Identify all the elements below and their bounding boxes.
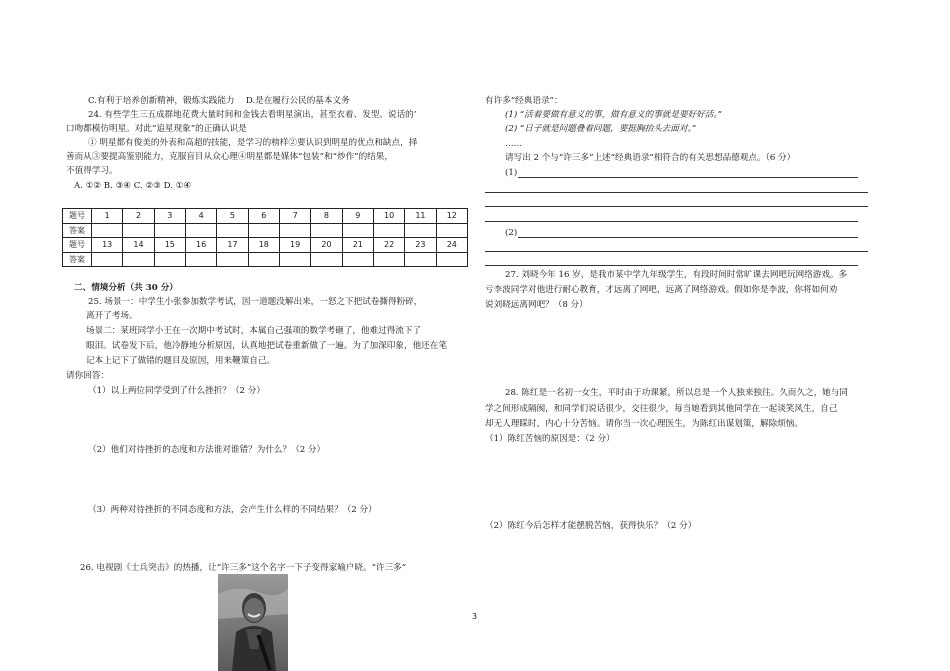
- answer-cell[interactable]: [279, 252, 310, 267]
- soldier-photo: [218, 574, 288, 671]
- table-cell: 13: [92, 238, 123, 253]
- table-row: [63, 238, 468, 253]
- table-cell: 10: [373, 209, 404, 224]
- section2-title: 二、情境分析（共 30 分）: [74, 283, 178, 293]
- answer-cell[interactable]: [342, 252, 373, 267]
- answer-cell[interactable]: [405, 252, 436, 267]
- table-cell: 24: [436, 238, 467, 253]
- answer-line[interactable]: [485, 251, 868, 252]
- table-row: [63, 223, 468, 238]
- answer-cell[interactable]: [311, 223, 342, 238]
- table-header-cell: 答案: [63, 223, 92, 238]
- q27-line3: 说刘晓远离网吧？（8 分）: [485, 300, 588, 310]
- table-cell: 21: [342, 238, 373, 253]
- q26-line1: 26. 电视剧《士兵突击》的热播，让“许三多”这个名字一下子变得家喻户晓。“许三多”: [80, 563, 407, 573]
- table-cell: 23: [405, 238, 436, 253]
- answer-cell[interactable]: [92, 252, 123, 267]
- answer-cell[interactable]: [405, 223, 436, 238]
- q28-sub1: （1）陈红苦恼的原因是：（2 分）: [485, 434, 615, 444]
- table-cell: 5: [217, 209, 248, 224]
- q25-line2: 离开了考场。: [86, 311, 138, 321]
- answer-cell[interactable]: [123, 252, 154, 267]
- table-cell: 12: [436, 209, 467, 224]
- table-cell: 20: [311, 238, 342, 253]
- answer-cell[interactable]: [279, 223, 310, 238]
- answer-cell[interactable]: [311, 252, 342, 267]
- ellipsis: ……: [505, 139, 523, 149]
- table-header-cell: 题号: [63, 209, 92, 224]
- table-cell: 6: [248, 209, 279, 224]
- table-cell: 2: [123, 209, 154, 224]
- q26-cont: 有许多“经典语录”：: [485, 96, 563, 106]
- answer-cell[interactable]: [154, 223, 185, 238]
- q28-line2: 学之间形成隔阂，和同学们说话很少，交往很少，每当她看到其他同学在一起谈笑风生，自己: [485, 404, 838, 414]
- q25-line1: 25. 场景一：中学生小张参加数学考试，因一道题没解出来，一怒之下把试卷撕得粉碎，: [88, 297, 423, 307]
- q28-line1: 28. 陈红是一名初一女生，平时由于功课紧，所以总是一个人独来独往。久而久之，她与同: [505, 388, 848, 398]
- table-cell: 9: [342, 209, 373, 224]
- page-number: 3: [472, 612, 478, 621]
- table-cell: 18: [248, 238, 279, 253]
- answer-cell[interactable]: [342, 223, 373, 238]
- q25-line6: 请你回答：: [66, 371, 109, 381]
- q24-line2: 口吻都模仿明星。对此“追星现象”的正确认识是: [66, 124, 247, 134]
- answer-line[interactable]: [485, 265, 858, 266]
- q23-option-cd: C.有利于培养创新精神，锻炼实践能力 D.是在履行公民的基本义务: [88, 96, 350, 106]
- answer-cell[interactable]: [185, 223, 216, 238]
- blank1-label: (1): [505, 168, 518, 178]
- answer-cell[interactable]: [248, 223, 279, 238]
- q25-sub2: （2）他们对待挫折的态度和方法谁对谁错？为什么？（2 分）: [88, 445, 326, 455]
- q27-line1: 27. 刘晓今年 16 岁，是我市某中学九年级学生，有段时间时常旷课去网吧玩网络游戏。多: [505, 270, 848, 280]
- q25-line4: 眼泪。试卷发下后，他冷静地分析原因，认真地把试卷重新做了一遍。为了加深印象，他还在笔: [86, 341, 447, 351]
- q28-sub2: （2）陈红今后怎样才能摆脱苦恼，获得快乐？（2 分）: [485, 521, 697, 531]
- table-cell: 17: [217, 238, 248, 253]
- table-cell: 14: [123, 238, 154, 253]
- q25-sub1: （1）以上两位同学受到了什么挫折？（2 分）: [88, 386, 265, 396]
- blank2-label: (2): [505, 228, 518, 238]
- table-header-cell: 题号: [63, 238, 92, 253]
- answer-cell[interactable]: [436, 223, 467, 238]
- table-header-cell: 答案: [63, 252, 92, 267]
- answer-line[interactable]: [485, 206, 868, 207]
- answer-cell[interactable]: [217, 252, 248, 267]
- table-cell: 15: [154, 238, 185, 253]
- q25-sub3: （3）两种对待挫折的不同态度和方法，会产生什么样的不同结果？（2 分）: [88, 505, 377, 515]
- answer-cell[interactable]: [217, 223, 248, 238]
- answer-line[interactable]: [485, 221, 858, 222]
- answer-table: [62, 208, 468, 267]
- table-cell: 8: [311, 209, 342, 224]
- answer-cell[interactable]: [248, 252, 279, 267]
- q24-line3: ① 明星都有俊美的外表和高超的技能，是学习的榜样②要认识到明星的优点和缺点，择: [88, 138, 418, 148]
- quote1: (1) “活着要做有意义的事，做有意义的事就是要好好活。”: [505, 110, 723, 120]
- answer-line[interactable]: [485, 192, 868, 193]
- answer-cell[interactable]: [123, 223, 154, 238]
- q24-options: A. ①② B. ③④ C. ②③ D. ①④: [74, 181, 192, 191]
- table-cell: 11: [405, 209, 436, 224]
- answer-cell[interactable]: [373, 223, 404, 238]
- q28-line3: 却无人理睬时，内心十分苦恼。请你当一次心理医生，为陈红出谋划策，解除烦恼。: [485, 419, 803, 429]
- table-cell: 22: [373, 238, 404, 253]
- quote2: (2) “日子就是问题叠着问题，要挺胸抬头去面对。”: [505, 124, 697, 134]
- answer-line[interactable]: [518, 177, 858, 178]
- table-cell: 3: [154, 209, 185, 224]
- answer-line[interactable]: [518, 237, 858, 238]
- table-cell: 7: [279, 209, 310, 224]
- table-row: [63, 209, 468, 224]
- answer-cell[interactable]: [373, 252, 404, 267]
- table-cell: 4: [185, 209, 216, 224]
- answer-cell[interactable]: [185, 252, 216, 267]
- answer-cell[interactable]: [92, 223, 123, 238]
- q24-line1: 24. 有些学生三五成群地花费大量时间和金钱去看明星演出，甚至衣着、发型、说话的’: [88, 110, 417, 120]
- soldier-photo-image: [218, 574, 288, 671]
- q26-ask: 请写出 2 个与“许三多”上述“经典语录”相符合的有关思想品德观点。（6 分）: [505, 153, 796, 163]
- q24-line4: 善而从③要提高鉴别能力，克服盲目从众心理④明星都是媒体“包装”和“炒作”的结果，: [66, 152, 393, 162]
- q27-line2: 亏李波同学对他进行耐心教育，才远离了网吧，远离了网络游戏。假如你是李波，你将如何劝: [485, 285, 838, 295]
- table-cell: 16: [185, 238, 216, 253]
- q24-line5: 不值得学习。: [66, 166, 118, 176]
- answer-cell[interactable]: [436, 252, 467, 267]
- q25-line5: 记本上记下了做错的题目及原因，用来鞭策自己。: [86, 356, 276, 366]
- q25-line3: 场景二：某班同学小王在一次期中考试时，本属自己强项的数学考砸了，他难过得流下了: [86, 326, 422, 336]
- table-cell: 1: [92, 209, 123, 224]
- table-row: [63, 252, 468, 267]
- table-cell: 19: [279, 238, 310, 253]
- answer-cell[interactable]: [154, 252, 185, 267]
